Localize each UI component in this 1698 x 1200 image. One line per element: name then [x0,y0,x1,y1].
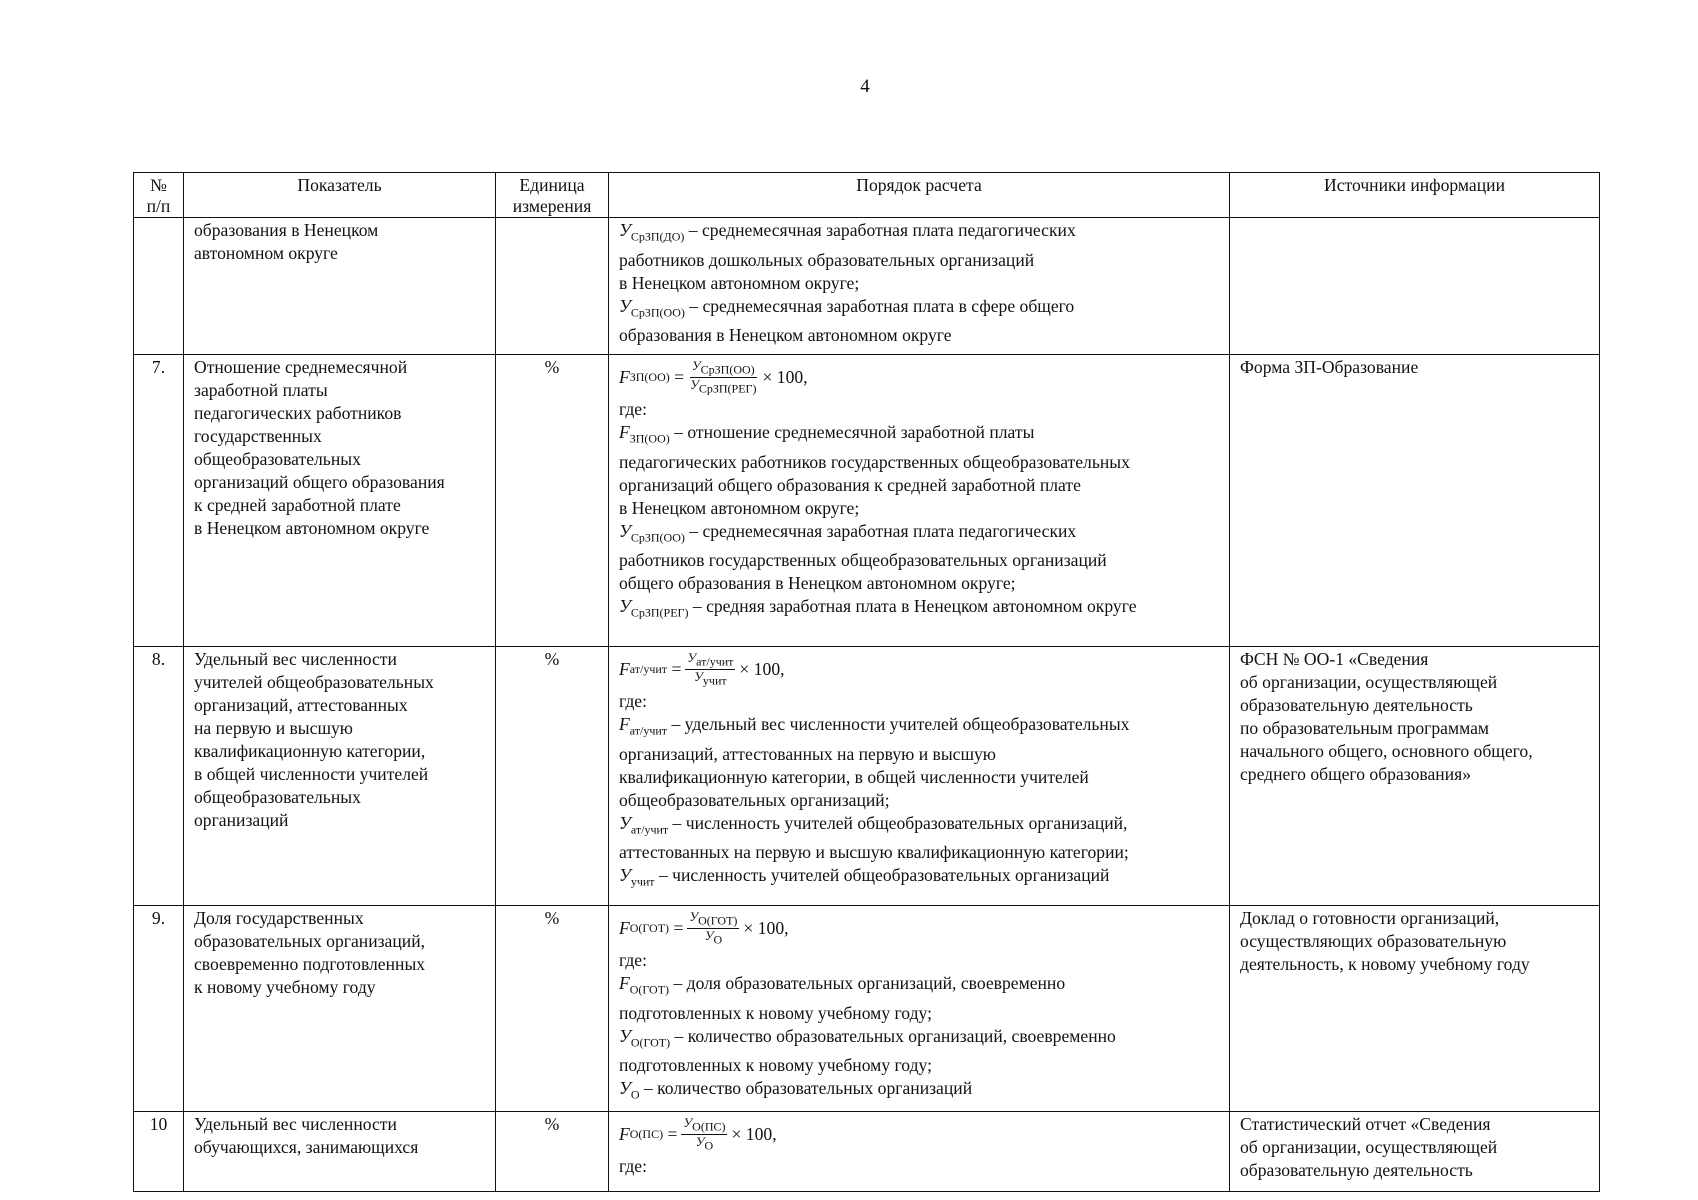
method-cell [609,647,1230,906]
variable-subscript: ат/учит [629,723,668,738]
row-num-cell [134,218,184,355]
variable-symbol: У [619,596,631,617]
numerator-subscript: ат/учит [696,654,734,669]
method-line: организаций общего образования к средней заработной плате [619,474,1081,495]
method-line: педагогических работников государственных общеобразовательных [619,451,1130,472]
method-line: $У_{ат/учит}$ – численность учителей общеобразовательных организаций, [619,812,1128,837]
row-num-cell: 7. [134,355,184,647]
source-line: Форма ЗП-Образование [1240,357,1419,377]
method-line: квалификационную категории, в общей численности учителей [619,766,1089,787]
formula-tail: × 100, [743,917,789,938]
where-label: где: [619,950,647,970]
method-cell [609,218,1230,355]
header-indicator: Показатель [184,173,496,218]
table-row [134,647,1600,906]
indicator-line: Доля государственных [194,908,364,928]
source-line: об организации, осуществляющей [1240,1137,1498,1157]
numerator-subscript: О(ПС) [692,1119,726,1134]
formula-lhs-subscript: ат/учит [629,661,668,676]
table-row [134,1112,1600,1192]
table-row [134,906,1600,1112]
indicator-line: в Ненецком автономном округе [194,518,430,538]
method-line: работников государственных общеобразовательных организаций [619,550,1107,571]
row-num-cell: 10 [134,1112,184,1192]
indicator-line: организаций, аттестованных [194,695,408,715]
fraction-denominator [692,670,728,688]
variable-symbol: F [619,422,630,442]
numerator-symbol: У [687,649,697,665]
method-line: $У_{СрЗП(ДО)}$ – среднемесячная заработная плата педагогических [619,220,1076,244]
fraction-numerator [685,651,735,670]
denominator-symbol: У [704,927,714,943]
indicator-cell [184,1112,496,1192]
variable-subscript: О(ГОТ) [629,982,670,997]
indicator-line: к новому учебному году [194,977,376,997]
fraction-numerator [681,1116,727,1135]
fraction-denominator [688,378,758,396]
method-line: $F_{ЗП(ОО)}$ – отношение среднемесячной заработной платы [619,422,1035,446]
indicator-line: квалификационную категории, [194,741,426,761]
indicator-line: в общей численности учителей [194,764,429,784]
method-line: $F_{ат/учит}$ – удельный вес численности учителей общеобразовательных [619,714,1130,738]
source-line: Доклад о готовности организаций, [1240,908,1500,928]
method-line: $У_{О(ГОТ)}$ – количество образовательных организаций, своевременно [619,1025,1116,1050]
indicator-line: на первую и высшую [194,718,353,738]
variable-symbol: F [619,973,630,993]
unit-cell: % [496,1112,609,1192]
fraction-numerator [690,359,757,378]
formula-lhs: F [619,917,630,938]
unit-cell [496,218,609,355]
formula-tail: × 100, [739,658,785,679]
where-label: где: [619,399,647,419]
indicator-line: к средней заработной плате [194,495,401,515]
indicator-line: общеобразовательных [194,787,361,807]
numerator-subscript: О(ГОТ) [698,913,738,928]
variable-symbol: У [619,1025,631,1046]
denominator-symbol: У [694,668,703,684]
method-line: подготовленных к новому учебному году; [619,1002,932,1023]
indicator-line: Отношение среднемесячной [194,357,408,377]
header-source: Источники информации [1230,173,1600,218]
formula: F О(ГОТ) = $\frac{У_{О(ГОТ)}}{У_О}$ × 100, [619,908,789,947]
indicator-line: образования в Ненецком [194,220,379,240]
indicator-line: общеобразовательных [194,449,361,469]
formula-fraction [685,651,735,687]
formula-fraction [681,1116,727,1152]
source-line: деятельность, к новому учебному году [1240,954,1530,974]
denominator-symbol: У [695,1133,705,1149]
formula: F О(ПС) = $\frac{У_{О(ПС)}}{У_О}$ × 100, [619,1114,777,1153]
formula-tail: × 100, [731,1123,777,1144]
method-line: работников дошкольных образовательных организаций [619,249,1035,270]
variable-subscript: О [630,1087,640,1102]
variable-subscript: ЗП(ОО) [629,431,670,446]
source-line: осуществляющих образовательную [1240,931,1507,951]
method-line: общего образования в Ненецком автономном округе; [619,573,1016,594]
formula-lhs-subscript: ЗП(ОО) [629,369,670,384]
method-cell [609,355,1230,647]
method-line: $У_{СрЗП(ОО)}$ – среднемесячная заработная плата педагогических [619,520,1077,545]
indicator-line: организаций общего образования [194,472,445,492]
variable-symbol: F [619,714,630,734]
source-cell [1230,906,1600,1112]
table-row [134,218,1600,355]
formula-fraction [687,910,739,946]
unit-cell: % [496,906,609,1112]
indicator-line: Удельный вес численности [194,1114,397,1134]
method-line: образования в Ненецком автономном округе [619,325,952,346]
indicator-line: своевременно подготовленных [194,954,426,974]
source-line: ФСН № ОО-1 «Сведения [1240,649,1429,669]
where-label: где: [619,1156,647,1176]
numerator-subscript: СрЗП(ОО) [700,362,755,377]
unit-cell: % [496,355,609,647]
formula-lhs-subscript: О(ГОТ) [629,920,670,935]
denominator-symbol: У [690,376,699,392]
numerator-symbol: У [689,908,699,924]
page-number: 4 [860,76,870,97]
numerator-symbol: У [691,357,701,373]
header-num: № п/п [134,173,184,218]
indicator-line: образовательных организаций, [194,931,426,951]
source-cell [1230,1112,1600,1192]
denominator-subscript: учит [702,673,727,688]
indicator-cell [184,355,496,647]
variable-subscript: СрЗП(ДО) [630,229,685,244]
indicator-line: автономном округе [194,243,338,263]
variable-subscript: СрЗП(ОО) [630,530,685,545]
variable-subscript: СрЗП(РЕГ) [630,605,689,620]
table-row [134,355,1600,647]
indicator-cell [184,218,496,355]
row-num-cell: 8. [134,647,184,906]
unit-cell: % [496,647,609,906]
indicator-line: организаций [194,810,289,830]
method-line: общеобразовательных организаций; [619,789,890,810]
formula: F ЗП(ОО) = $\frac{У_{СрЗП(ОО)}}{У_{СрЗП(РЕГ)}}$ × 100, [619,357,808,396]
variable-subscript: О(ГОТ) [630,1035,671,1050]
formula-tail: × 100, [762,366,808,387]
indicator-line: заработной платы [194,380,328,400]
indicator-cell [184,906,496,1112]
source-line: начального общего, основного общего, [1240,741,1533,761]
indicators-table [133,172,1600,1192]
indicator-line: учителей общеобразовательных [194,672,434,692]
variable-subscript: ат/учит [630,822,669,837]
method-line: организаций, аттестованных на первую и высшую [619,743,996,764]
method-line: $У_{учит}$ – численность учителей общеобразовательных организаций [619,865,1110,889]
formula: F ат/учит = $\frac{У_{ат/учит}}{У_{учит}}$ × 100, [619,649,785,688]
source-cell [1230,647,1600,906]
method-line: аттестованных на первую и высшую квалификационную категории; [619,842,1129,863]
source-line: по образовательным программам [1240,718,1490,738]
denominator-subscript: О [713,932,723,947]
header-method: Порядок расчета [609,173,1230,218]
source-cell [1230,355,1600,647]
indicator-line: обучающихся, занимающихся [194,1137,419,1157]
variable-symbol: У [619,1078,631,1099]
method-line: $У_{СрЗП(РЕГ)}$ – средняя заработная плата в Ненецком автономном округе [619,596,1137,620]
method-cell [609,906,1230,1112]
indicator-line: педагогических работников [194,403,402,423]
variable-symbol: У [619,812,631,833]
source-cell [1230,218,1600,355]
source-line: среднего общего образования» [1240,764,1472,784]
method-line: $У_{СрЗП(ОО)}$ – среднемесячная заработная плата в сфере общего [619,295,1075,320]
variable-subscript: учит [630,874,655,889]
table-header-row [134,173,1600,218]
row-num-cell: 9. [134,906,184,1112]
method-line: $У_О$ – количество образовательных организаций [619,1078,973,1102]
variable-subscript: СрЗП(ОО) [630,305,685,320]
method-cell [609,1112,1230,1192]
header-unit: Единица измерения [496,173,609,218]
fraction-denominator [703,929,724,947]
source-line: образовательную деятельность [1240,695,1473,715]
formula-lhs: F [619,1123,630,1144]
variable-symbol: У [619,520,631,541]
formula-fraction [688,359,758,395]
variable-symbol: У [619,865,631,886]
formula-lhs: F [619,658,630,679]
denominator-subscript: О [704,1138,714,1153]
where-label: где: [619,691,647,711]
indicator-line: Удельный вес численности [194,649,397,669]
formula-lhs-subscript: О(ПС) [629,1126,664,1141]
fraction-numerator [687,910,739,929]
variable-symbol: У [619,220,631,240]
method-line: в Ненецком автономном округе; [619,272,860,293]
source-line: об организации, осуществляющей [1240,672,1498,692]
denominator-subscript: СрЗП(РЕГ) [698,381,757,396]
fraction-denominator [694,1135,715,1153]
source-line: Статистический отчет «Сведения [1240,1114,1491,1134]
variable-symbol: У [619,295,631,316]
method-line: в Ненецком автономном округе; [619,497,860,518]
source-line: образовательную деятельность [1240,1160,1473,1180]
method-line: $F_{О(ГОТ)}$ – доля образовательных организаций, своевременно [619,973,1066,997]
method-line: подготовленных к новому учебному году; [619,1055,932,1076]
indicator-line: государственных [194,426,322,446]
indicator-cell [184,647,496,906]
formula-lhs: F [619,366,630,387]
numerator-symbol: У [683,1114,693,1130]
